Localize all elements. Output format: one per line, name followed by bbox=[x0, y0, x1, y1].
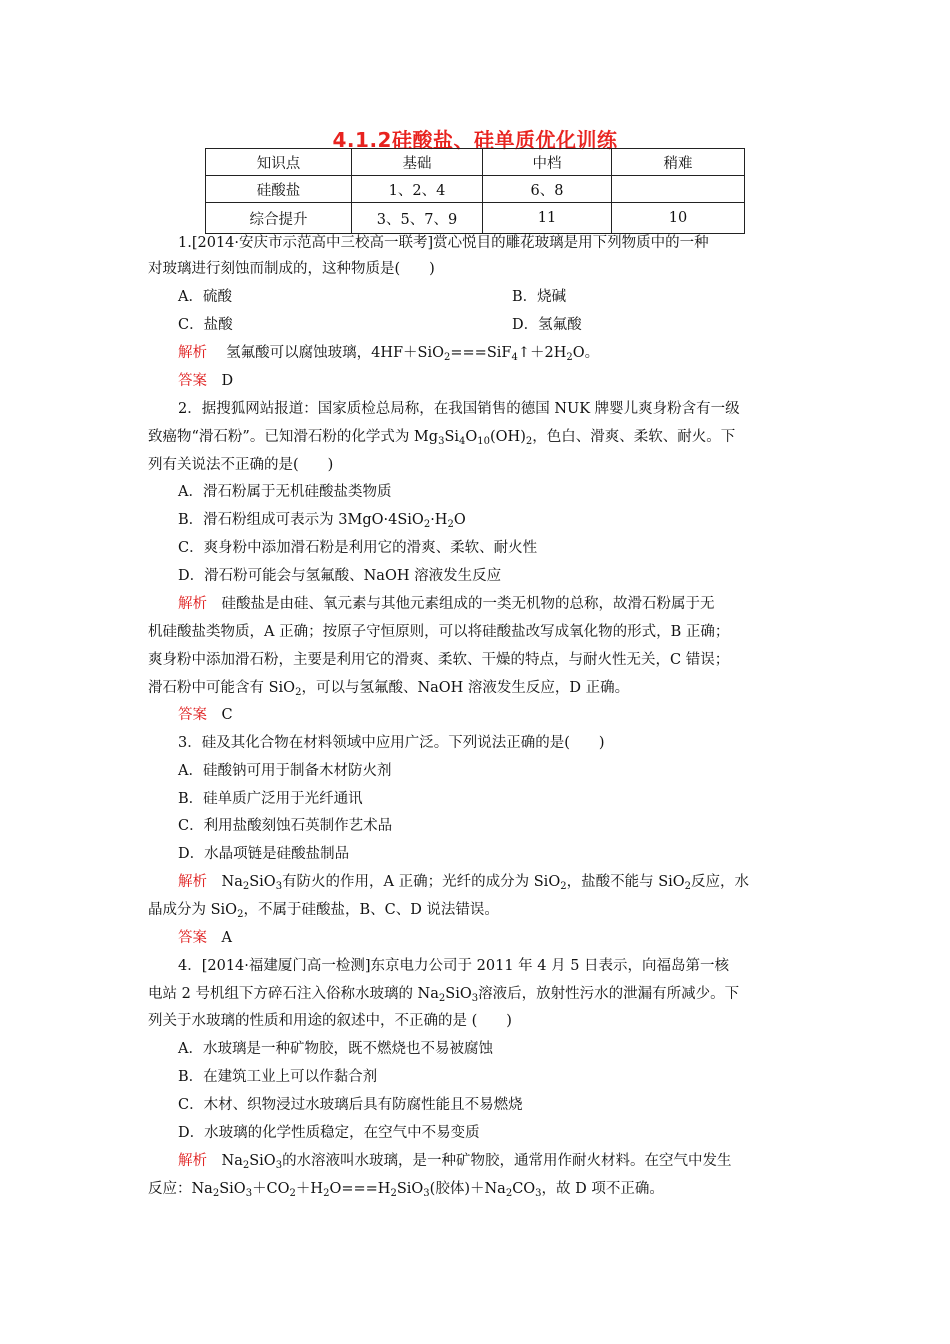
q2-analysis-line3: 爽身粉中添加滑石粉，主要是利用它的滑爽、柔软、干燥的特点，与耐火性无关，C 错误； bbox=[148, 652, 730, 668]
subscript: 4 bbox=[511, 352, 518, 363]
subscript: 2 bbox=[390, 1188, 397, 1199]
table-cell: 10 bbox=[612, 203, 745, 234]
q3-answer bbox=[178, 927, 232, 949]
subscript: 2 bbox=[438, 993, 446, 1004]
q2-stem-text: Si bbox=[444, 429, 460, 445]
q2-analysis-text: 滑石粉中可能含有 SiO bbox=[148, 680, 296, 696]
q4-stem-line2 bbox=[148, 983, 739, 1005]
q4-analysis-text: ＋H bbox=[295, 1181, 324, 1197]
q4-option-a: A．水玻璃是一种矿物胶，既不燃烧也不易被腐蚀 bbox=[178, 1041, 493, 1057]
q2-option-text: O bbox=[453, 512, 466, 528]
table-cell: 综合提升 bbox=[206, 203, 352, 234]
q3-option-a: A．硅酸钠可用于制备木材防火剂 bbox=[178, 763, 392, 779]
q3-analysis-text: 反应，水 bbox=[691, 874, 750, 890]
q2-option-a: A．滑石粉属于无机硅酸盐类物质 bbox=[178, 484, 392, 500]
q2-option-text: B．滑石粉组成可表示为 3MgO·4SiO bbox=[178, 512, 424, 528]
subscript: 4 bbox=[459, 436, 466, 447]
q4-analysis-text: SiO bbox=[219, 1181, 246, 1197]
subscript: 2 bbox=[295, 687, 302, 698]
q2-stem-text: O bbox=[465, 429, 478, 445]
subscript: 3 bbox=[245, 1188, 253, 1199]
analysis-label: 解析 bbox=[178, 596, 207, 612]
subscript: 2 bbox=[323, 1188, 330, 1199]
table-cell bbox=[612, 176, 745, 203]
analysis-label: 解析 bbox=[178, 874, 207, 890]
q4-option-d: D．水玻璃的化学性质稳定，在空气中不易变质 bbox=[178, 1125, 480, 1141]
q4-stem-line3: 列关于水玻璃的性质和用途的叙述中，不正确的是 ( ) bbox=[148, 1013, 512, 1029]
knowledge-matrix-table bbox=[205, 148, 745, 234]
q4-option-c: C．木材、织物浸过水玻璃后具有防腐性能且不易燃烧 bbox=[178, 1097, 523, 1113]
subscript: 2 bbox=[242, 881, 250, 892]
table-header-cell: 中档 bbox=[483, 149, 612, 176]
q2-analysis-text: 硅酸盐是由硅、氧元素与其他元素组成的一类无机物的总称，故滑石粉属于无 bbox=[221, 596, 715, 612]
subscript: 10 bbox=[477, 436, 491, 447]
q1-stem-line1: 1.[2014·安庆市示范高中三校高一联考]赏心悦目的雕花玻璃是用下列物质中的一种 bbox=[178, 235, 709, 251]
subscript: 2 bbox=[560, 881, 567, 892]
q1-stem-line2: 对玻璃进行刻蚀而制成的，这种物质是( ) bbox=[148, 261, 435, 277]
q2-analysis-line1 bbox=[178, 593, 715, 615]
table-cell: 硅酸盐 bbox=[206, 176, 352, 203]
q4-stem-text: SiO bbox=[445, 986, 472, 1002]
q3-analysis-text: SiO bbox=[249, 874, 276, 890]
table-cell: 11 bbox=[483, 203, 612, 234]
analysis-label: 解析 bbox=[178, 1153, 207, 1169]
subscript: 2 bbox=[684, 881, 692, 892]
q4-analysis-text: O===H bbox=[329, 1181, 391, 1197]
q3-analysis-line1 bbox=[178, 871, 749, 893]
subscript: 2 bbox=[242, 1160, 250, 1171]
q3-option-c: C．利用盐酸刻蚀石英制作艺术品 bbox=[178, 818, 393, 834]
answer-label: 答案 bbox=[178, 930, 207, 946]
q1-option-c: C．盐酸 bbox=[178, 317, 233, 333]
subscript: 2 bbox=[237, 909, 244, 920]
q4-analysis-text: 的水溶液叫水玻璃，是一种矿物胶，通常用作耐火材料。在空气中发生 bbox=[282, 1153, 732, 1169]
q1-analysis-text: ===SiF bbox=[450, 345, 512, 361]
q3-analysis-text: 有防火的作用，A 正确；光纤的成分为 SiO bbox=[282, 874, 561, 890]
answer-label: 答案 bbox=[178, 707, 207, 723]
subscript: 3 bbox=[535, 1188, 542, 1199]
q2-stem-line3: 列有关说法不正确的是( ) bbox=[148, 457, 334, 473]
subscript: 3 bbox=[275, 881, 283, 892]
subscript: 3 bbox=[471, 993, 479, 1004]
q4-analysis-text: ，故 D 项不正确。 bbox=[541, 1181, 664, 1197]
q3-analysis-text: 晶成分为 SiO bbox=[148, 902, 238, 918]
answer-label: 答案 bbox=[178, 373, 207, 389]
q2-stem-text: (OH) bbox=[490, 429, 526, 445]
q1-analysis-text: ↑＋2H bbox=[517, 345, 567, 361]
q2-option-text: ·H bbox=[430, 512, 448, 528]
q1-answer bbox=[178, 370, 233, 392]
q3-analysis-text: ，盐酸不能与 SiO bbox=[566, 874, 685, 890]
q4-analysis-text: SiO bbox=[249, 1153, 276, 1169]
q2-stem-line1: 2．据搜狐网站报道：国家质检总局称，在我国销售的德国 NUK 牌婴儿爽身粉含有一级 bbox=[178, 401, 740, 417]
q3-answer-value: A bbox=[221, 930, 232, 946]
q1-analysis-text: 氢氟酸可以腐蚀玻璃，4HF＋SiO bbox=[226, 345, 444, 361]
q4-analysis-text: ＋CO bbox=[252, 1181, 290, 1197]
subscript: 2 bbox=[289, 1188, 296, 1199]
table-header-cell: 基础 bbox=[352, 149, 483, 176]
subscript: 2 bbox=[444, 352, 451, 363]
q2-stem-line2 bbox=[148, 426, 735, 448]
table-cell: 6、8 bbox=[483, 176, 612, 203]
q4-analysis-text: Na bbox=[221, 1153, 243, 1169]
q3-option-b: B．硅单质广泛用于光纤通讯 bbox=[178, 791, 363, 807]
q2-analysis-text: ，可以与氢氟酸、NaOH 溶液发生反应，D 正确。 bbox=[301, 680, 630, 696]
q4-analysis-line2 bbox=[148, 1178, 664, 1200]
q4-analysis-text: CO bbox=[512, 1181, 536, 1197]
subscript: 2 bbox=[212, 1188, 220, 1199]
q1-option-a: A．硫酸 bbox=[178, 289, 232, 305]
q2-answer bbox=[178, 704, 233, 726]
q3-analysis-line2 bbox=[148, 899, 499, 921]
q2-option-d: D．滑石粉可能会与氢氟酸、NaOH 溶液发生反应 bbox=[178, 568, 502, 584]
q3-analysis-text: Na bbox=[221, 874, 243, 890]
q1-answer-value: D bbox=[221, 373, 234, 389]
q2-stem-text: ，色白、滑爽、柔软、耐火。下 bbox=[532, 429, 736, 445]
q2-stem-text: 致癌物“滑石粉”。已知滑石粉的化学式为 Mg bbox=[148, 429, 439, 445]
q4-analysis-line1 bbox=[178, 1150, 732, 1172]
subscript: 2 bbox=[566, 352, 573, 363]
q4-option-b: B．在建筑工业上可以作黏合剂 bbox=[178, 1069, 378, 1085]
q1-option-d: D．氢氟酸 bbox=[512, 317, 582, 333]
q4-analysis-text: 反应：Na bbox=[148, 1181, 213, 1197]
subscript: 3 bbox=[423, 1188, 430, 1199]
table-header-row bbox=[206, 149, 745, 176]
subscript: 3 bbox=[438, 436, 445, 447]
q4-stem-text: 溶液后，放射性污水的泄漏有所减少。下 bbox=[478, 986, 740, 1002]
q4-stem-text: 电站 2 号机组下方碎石注入俗称水玻璃的 Na bbox=[148, 986, 439, 1002]
table-cell: 3、5、7、9 bbox=[352, 203, 483, 234]
table-header-cell: 知识点 bbox=[206, 149, 352, 176]
subscript: 3 bbox=[275, 1160, 283, 1171]
table-row bbox=[206, 203, 745, 234]
subscript: 2 bbox=[423, 519, 431, 530]
subscript: 2 bbox=[525, 436, 533, 447]
q3-option-d: D．水晶项链是硅酸盐制品 bbox=[178, 846, 350, 862]
q2-option-c: C．爽身粉中添加滑石粉是利用它的滑爽、柔软、耐火性 bbox=[178, 540, 538, 556]
q4-stem-line1: 4．[2014·福建厦门高一检测]东京电力公司于 2011 年 4 月 5 日表示，向福岛第一核 bbox=[178, 958, 730, 974]
q4-analysis-text: SiO bbox=[396, 1181, 424, 1197]
table-row bbox=[206, 176, 745, 203]
q4-analysis-text: (胶体)＋Na bbox=[429, 1181, 506, 1197]
table-cell: 1、2、4 bbox=[352, 176, 483, 203]
q2-answer-value: C bbox=[221, 707, 233, 723]
q1-analysis-text: O。 bbox=[572, 345, 600, 361]
subscript: 2 bbox=[505, 1188, 513, 1199]
analysis-label: 解析 bbox=[178, 345, 207, 361]
q2-analysis-line4 bbox=[148, 677, 629, 699]
subscript: 2 bbox=[447, 519, 454, 530]
q1-option-b: B．烧碱 bbox=[512, 289, 567, 305]
q1-analysis bbox=[178, 342, 599, 364]
q3-analysis-text: ，不属于硅酸盐，B、C、D 说法错误。 bbox=[243, 902, 499, 918]
table-header-cell: 稍难 bbox=[612, 149, 745, 176]
q2-option-b bbox=[178, 509, 466, 531]
q3-stem-line1: 3．硅及其化合物在材料领域中应用广泛。下列说法正确的是( ) bbox=[178, 735, 605, 751]
page-title: 4.1.2硅酸盐、硅单质优化训练 bbox=[332, 128, 618, 152]
q2-analysis-line2: 机硅酸盐类物质，A 正确；按原子守恒原则，可以将硅酸盐改写成氧化物的形式，B 正确； bbox=[148, 624, 730, 640]
